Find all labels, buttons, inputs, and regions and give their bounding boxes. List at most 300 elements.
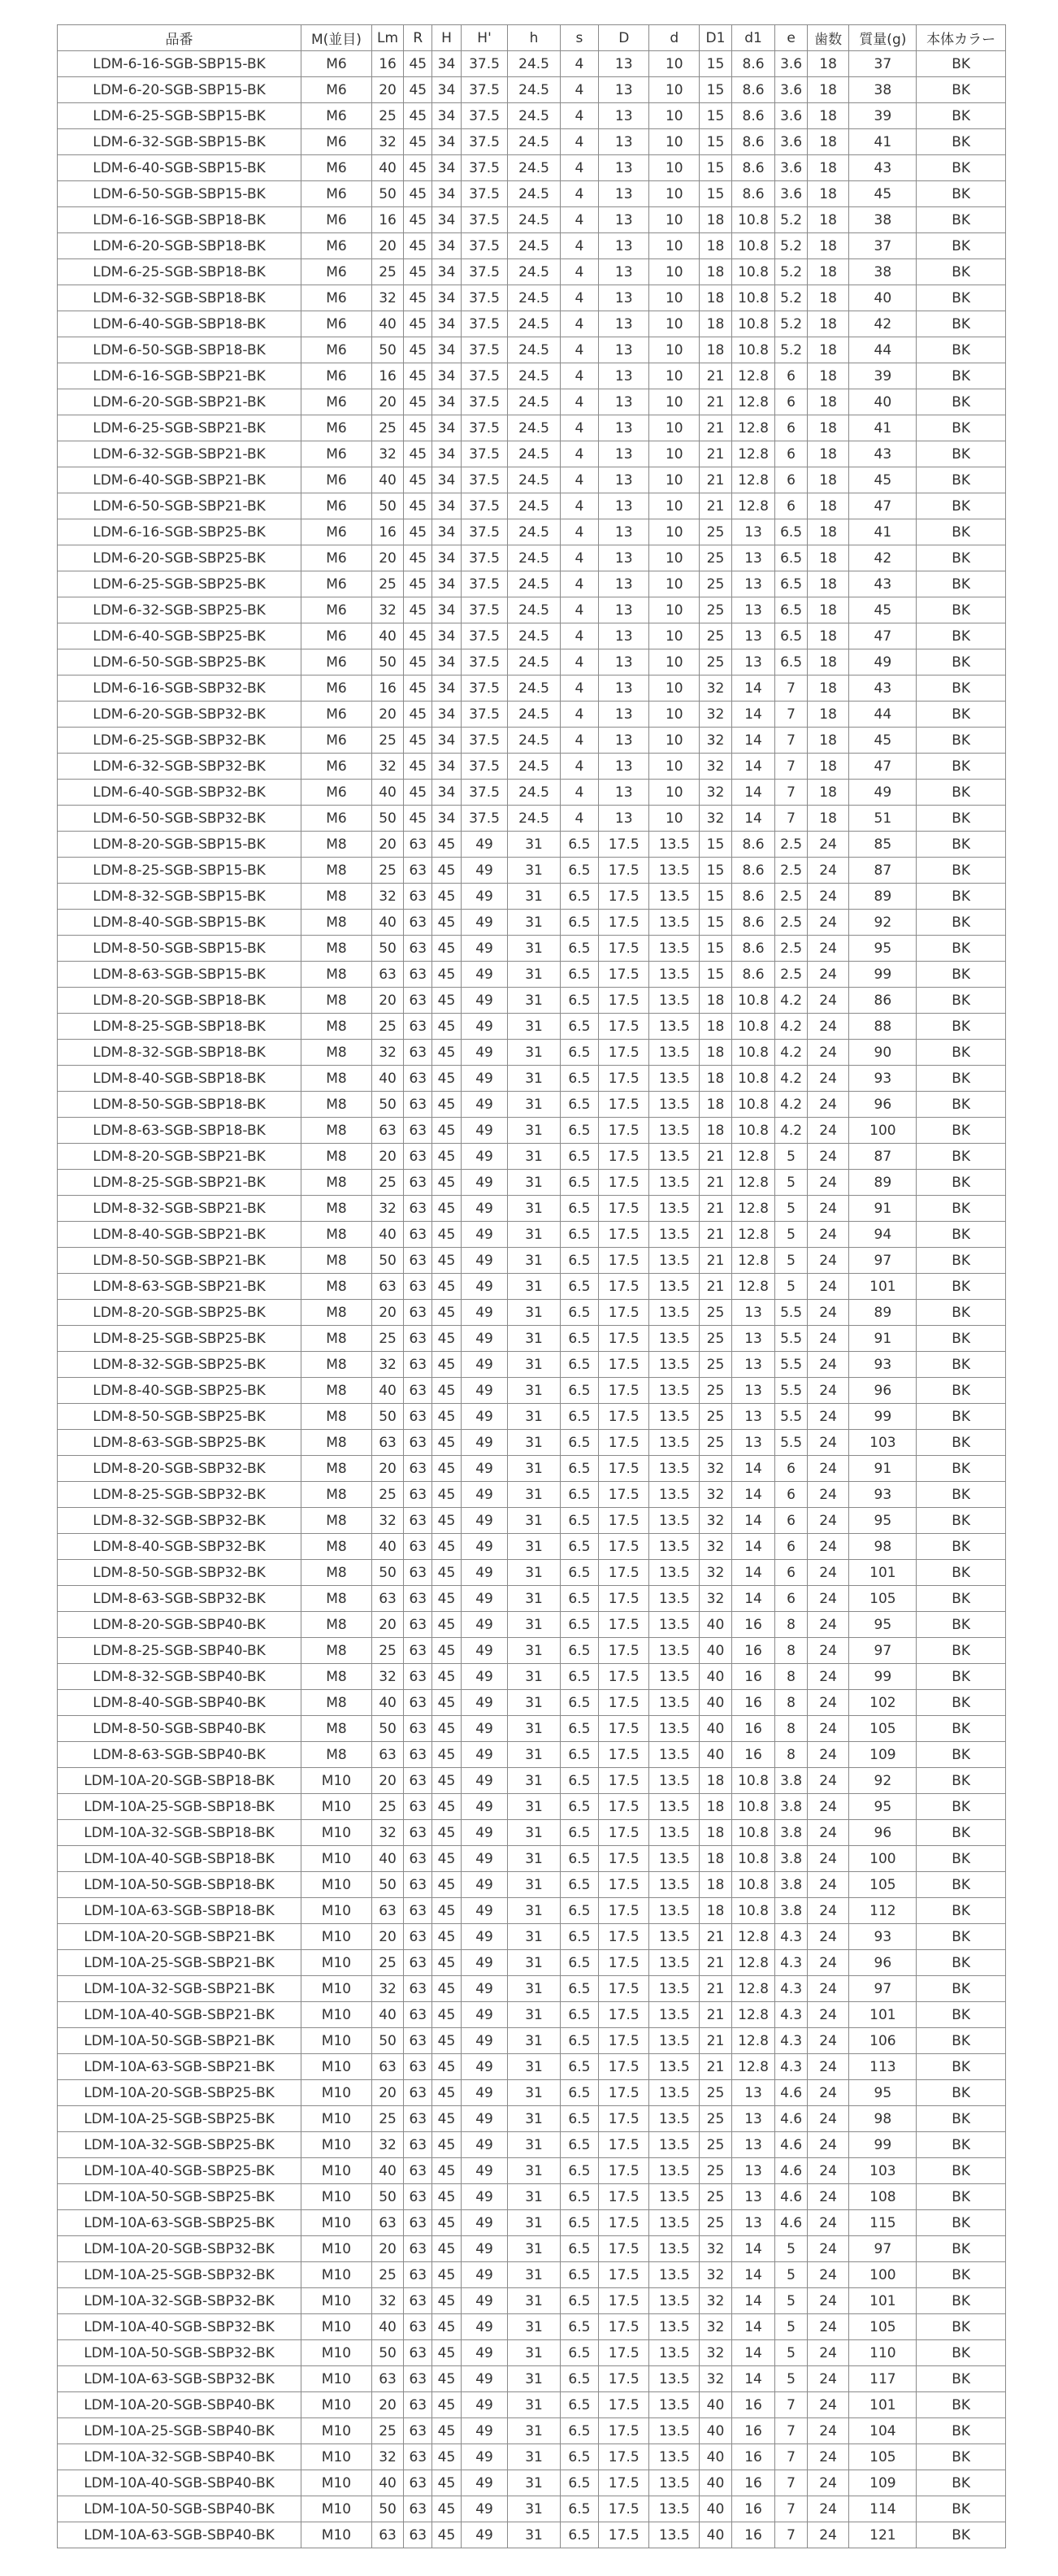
cell-thread: M8 <box>301 1144 372 1170</box>
cell-h-lower: 24.5 <box>508 675 560 702</box>
cell-h-lower: 31 <box>508 1742 560 1768</box>
table-row <box>58 832 1006 858</box>
cell-part-number: LDM-6-16-SGB-SBP25-BK <box>58 519 301 545</box>
cell-d1-lower: 16 <box>731 2470 775 2496</box>
cell-s: 4 <box>560 493 599 519</box>
cell-teeth: 24 <box>807 1690 849 1716</box>
cell-part-number: LDM-10A-63-SGB-SBP21-BK <box>58 2054 301 2080</box>
cell-d1-upper: 15 <box>700 832 731 858</box>
cell-h-lower: 31 <box>508 1976 560 2002</box>
cell-d1-upper: 21 <box>700 2002 731 2028</box>
cell-thread: M6 <box>301 155 372 181</box>
cell-r: 63 <box>404 1820 432 1846</box>
cell-e: 5 <box>775 1222 807 1248</box>
cell-s: 6.5 <box>560 2158 599 2184</box>
cell-mass: 104 <box>849 2418 917 2444</box>
table-row <box>58 545 1006 571</box>
cell-r: 63 <box>404 2366 432 2392</box>
cell-teeth: 18 <box>807 467 849 493</box>
cell-r: 63 <box>404 1248 432 1274</box>
cell-d1-lower: 10.8 <box>731 285 775 311</box>
cell-h-upper: 34 <box>432 285 461 311</box>
cell-s: 6.5 <box>560 1508 599 1534</box>
cell-r: 63 <box>404 910 432 936</box>
cell-mass: 91 <box>849 1326 917 1352</box>
cell-part-number: LDM-8-32-SGB-SBP40-BK <box>58 1664 301 1690</box>
cell-part-number: LDM-10A-40-SGB-SBP32-BK <box>58 2314 301 2340</box>
cell-mass: 39 <box>849 363 917 389</box>
cell-d1-upper: 32 <box>700 2288 731 2314</box>
cell-d1-lower: 8.6 <box>731 77 775 103</box>
cell-h-upper: 34 <box>432 441 461 467</box>
cell-h-prime: 37.5 <box>461 51 508 77</box>
cell-d1-lower: 12.8 <box>731 1248 775 1274</box>
cell-thread: M8 <box>301 1040 372 1066</box>
cell-e: 5.5 <box>775 1404 807 1430</box>
cell-h-lower: 31 <box>508 2262 560 2288</box>
cell-e: 3.6 <box>775 129 807 155</box>
cell-mass: 45 <box>849 728 917 754</box>
cell-mass: 98 <box>849 2106 917 2132</box>
cell-h-upper: 34 <box>432 649 461 675</box>
cell-thread: M10 <box>301 2080 372 2106</box>
cell-d1-upper: 40 <box>700 1638 731 1664</box>
cell-part-number: LDM-8-25-SGB-SBP40-BK <box>58 1638 301 1664</box>
cell-h-upper: 34 <box>432 623 461 649</box>
cell-s: 6.5 <box>560 1170 599 1196</box>
cell-body-color: BK <box>917 2028 1006 2054</box>
cell-e: 2.5 <box>775 884 807 910</box>
cell-h-upper: 45 <box>432 1040 461 1066</box>
cell-teeth: 24 <box>807 2002 849 2028</box>
cell-teeth: 18 <box>807 493 849 519</box>
cell-s: 6.5 <box>560 1352 599 1378</box>
cell-part-number: LDM-8-50-SGB-SBP25-BK <box>58 1404 301 1430</box>
cell-r: 45 <box>404 649 432 675</box>
cell-d1-upper: 18 <box>700 1768 731 1794</box>
cell-h-upper: 45 <box>432 1482 461 1508</box>
cell-d-upper: 17.5 <box>599 2236 649 2262</box>
cell-h-upper: 45 <box>432 2444 461 2470</box>
cell-d-lower: 13.5 <box>649 1508 700 1534</box>
cell-mass: 105 <box>849 1586 917 1612</box>
cell-h-prime: 37.5 <box>461 207 508 233</box>
header-h-lower: h <box>508 25 560 51</box>
cell-h-prime: 49 <box>461 1040 508 1066</box>
cell-d-upper: 17.5 <box>599 1690 649 1716</box>
cell-lm: 20 <box>371 1768 403 1794</box>
cell-lm: 25 <box>371 2418 403 2444</box>
cell-d1-upper: 21 <box>700 1976 731 2002</box>
cell-body-color: BK <box>917 988 1006 1014</box>
cell-d-lower: 13.5 <box>649 910 700 936</box>
cell-teeth: 24 <box>807 2314 849 2340</box>
cell-h-upper: 34 <box>432 363 461 389</box>
cell-part-number: LDM-8-25-SGB-SBP18-BK <box>58 1014 301 1040</box>
cell-mass: 42 <box>849 545 917 571</box>
cell-r: 45 <box>404 207 432 233</box>
cell-part-number: LDM-6-50-SGB-SBP18-BK <box>58 337 301 363</box>
cell-teeth: 24 <box>807 1248 849 1274</box>
cell-h-prime: 49 <box>461 1508 508 1534</box>
cell-h-prime: 37.5 <box>461 780 508 806</box>
cell-r: 45 <box>404 129 432 155</box>
cell-h-upper: 34 <box>432 77 461 103</box>
cell-thread: M10 <box>301 2158 372 2184</box>
cell-d1-upper: 32 <box>700 1560 731 1586</box>
cell-h-prime: 49 <box>461 1170 508 1196</box>
cell-h-lower: 31 <box>508 1664 560 1690</box>
cell-thread: M8 <box>301 1274 372 1300</box>
cell-body-color: BK <box>917 2418 1006 2444</box>
cell-mass: 43 <box>849 441 917 467</box>
cell-teeth: 18 <box>807 311 849 337</box>
cell-part-number: LDM-8-50-SGB-SBP40-BK <box>58 1716 301 1742</box>
cell-lm: 32 <box>371 285 403 311</box>
cell-d-lower: 13.5 <box>649 1690 700 1716</box>
cell-r: 63 <box>404 1898 432 1924</box>
cell-part-number: LDM-6-16-SGB-SBP18-BK <box>58 207 301 233</box>
cell-body-color: BK <box>917 1144 1006 1170</box>
cell-d1-lower: 13 <box>731 649 775 675</box>
cell-thread: M6 <box>301 233 372 259</box>
cell-d1-upper: 32 <box>700 1482 731 1508</box>
cell-s: 4 <box>560 571 599 597</box>
cell-h-lower: 24.5 <box>508 467 560 493</box>
cell-h-lower: 31 <box>508 1222 560 1248</box>
cell-thread: M8 <box>301 1378 372 1404</box>
cell-mass: 92 <box>849 910 917 936</box>
cell-h-upper: 34 <box>432 519 461 545</box>
cell-r: 63 <box>404 832 432 858</box>
cell-h-prime: 49 <box>461 2496 508 2522</box>
cell-h-prime: 49 <box>461 1326 508 1352</box>
cell-teeth: 18 <box>807 103 849 129</box>
cell-body-color: BK <box>917 259 1006 285</box>
cell-body-color: BK <box>917 389 1006 415</box>
cell-thread: M10 <box>301 2444 372 2470</box>
cell-d-upper: 17.5 <box>599 962 649 988</box>
cell-mass: 105 <box>849 2314 917 2340</box>
cell-h-prime: 37.5 <box>461 649 508 675</box>
cell-s: 6.5 <box>560 1456 599 1482</box>
cell-thread: M8 <box>301 1066 372 1092</box>
cell-d-upper: 13 <box>599 780 649 806</box>
cell-h-lower: 31 <box>508 1144 560 1170</box>
cell-part-number: LDM-8-40-SGB-SBP18-BK <box>58 1066 301 1092</box>
cell-e: 7 <box>775 2522 807 2548</box>
cell-thread: M10 <box>301 1976 372 2002</box>
cell-d1-lower: 13 <box>731 2184 775 2210</box>
table-row <box>58 2470 1006 2496</box>
cell-body-color: BK <box>917 233 1006 259</box>
table-row <box>58 754 1006 780</box>
cell-s: 4 <box>560 103 599 129</box>
cell-e: 4.3 <box>775 2054 807 2080</box>
cell-part-number: LDM-6-50-SGB-SBP21-BK <box>58 493 301 519</box>
cell-h-prime: 49 <box>461 2314 508 2340</box>
cell-d1-upper: 18 <box>700 1872 731 1898</box>
cell-d-lower: 13.5 <box>649 1612 700 1638</box>
cell-h-lower: 31 <box>508 1768 560 1794</box>
cell-d-lower: 13.5 <box>649 1066 700 1092</box>
cell-h-lower: 31 <box>508 858 560 884</box>
cell-r: 63 <box>404 1976 432 2002</box>
cell-r: 63 <box>404 1534 432 1560</box>
cell-r: 63 <box>404 1040 432 1066</box>
cell-thread: M8 <box>301 1092 372 1118</box>
cell-r: 63 <box>404 1846 432 1872</box>
cell-lm: 16 <box>371 675 403 702</box>
cell-d1-upper: 40 <box>700 2470 731 2496</box>
cell-d1-upper: 21 <box>700 493 731 519</box>
spec-table <box>57 24 1006 2548</box>
cell-lm: 63 <box>371 1118 403 1144</box>
table-row <box>58 1326 1006 1352</box>
cell-lm: 20 <box>371 545 403 571</box>
cell-part-number: LDM-8-40-SGB-SBP25-BK <box>58 1378 301 1404</box>
cell-d-upper: 17.5 <box>599 1872 649 1898</box>
cell-h-upper: 45 <box>432 1274 461 1300</box>
cell-h-prime: 49 <box>461 1586 508 1612</box>
cell-d1-upper: 32 <box>700 754 731 780</box>
cell-s: 6.5 <box>560 2002 599 2028</box>
cell-d1-lower: 12.8 <box>731 363 775 389</box>
cell-d-upper: 17.5 <box>599 1716 649 1742</box>
cell-d-upper: 17.5 <box>599 1950 649 1976</box>
cell-r: 63 <box>404 2314 432 2340</box>
cell-lm: 32 <box>371 1820 403 1846</box>
cell-h-upper: 34 <box>432 51 461 77</box>
cell-d1-upper: 25 <box>700 597 731 623</box>
cell-d-lower: 10 <box>649 129 700 155</box>
cell-h-prime: 49 <box>461 2522 508 2548</box>
cell-teeth: 24 <box>807 1508 849 1534</box>
cell-e: 5.2 <box>775 311 807 337</box>
cell-mass: 100 <box>849 1846 917 1872</box>
cell-d1-lower: 8.6 <box>731 832 775 858</box>
cell-h-prime: 49 <box>461 2080 508 2106</box>
cell-h-upper: 45 <box>432 1196 461 1222</box>
cell-d-lower: 10 <box>649 702 700 728</box>
cell-h-upper: 45 <box>432 832 461 858</box>
cell-mass: 49 <box>849 649 917 675</box>
cell-body-color: BK <box>917 2288 1006 2314</box>
cell-d-lower: 13.5 <box>649 1430 700 1456</box>
cell-mass: 41 <box>849 415 917 441</box>
cell-part-number: LDM-8-20-SGB-SBP25-BK <box>58 1300 301 1326</box>
cell-d1-upper: 40 <box>700 2496 731 2522</box>
cell-r: 63 <box>404 2080 432 2106</box>
cell-h-prime: 37.5 <box>461 728 508 754</box>
table-row <box>58 1456 1006 1482</box>
cell-d-lower: 10 <box>649 259 700 285</box>
cell-h-lower: 31 <box>508 1196 560 1222</box>
cell-teeth: 18 <box>807 519 849 545</box>
cell-e: 5 <box>775 1144 807 1170</box>
cell-d-upper: 17.5 <box>599 2314 649 2340</box>
cell-body-color: BK <box>917 207 1006 233</box>
cell-teeth: 24 <box>807 1924 849 1950</box>
cell-body-color: BK <box>917 1170 1006 1196</box>
cell-d-lower: 10 <box>649 337 700 363</box>
cell-teeth: 24 <box>807 1222 849 1248</box>
cell-part-number: LDM-6-16-SGB-SBP21-BK <box>58 363 301 389</box>
cell-d1-upper: 21 <box>700 389 731 415</box>
cell-e: 7 <box>775 806 807 832</box>
cell-body-color: BK <box>917 832 1006 858</box>
cell-part-number: LDM-8-50-SGB-SBP15-BK <box>58 936 301 962</box>
cell-thread: M10 <box>301 2054 372 2080</box>
cell-lm: 40 <box>371 910 403 936</box>
cell-body-color: BK <box>917 1508 1006 1534</box>
cell-h-upper: 45 <box>432 2470 461 2496</box>
cell-d1-upper: 25 <box>700 2132 731 2158</box>
cell-d-lower: 13.5 <box>649 1404 700 1430</box>
cell-s: 6.5 <box>560 1742 599 1768</box>
cell-d1-lower: 8.6 <box>731 181 775 207</box>
cell-h-upper: 34 <box>432 311 461 337</box>
cell-d1-lower: 13 <box>731 519 775 545</box>
table-row <box>58 1950 1006 1976</box>
cell-d1-upper: 40 <box>700 1690 731 1716</box>
cell-h-lower: 31 <box>508 2002 560 2028</box>
cell-teeth: 18 <box>807 259 849 285</box>
cell-e: 5.5 <box>775 1430 807 1456</box>
cell-h-lower: 31 <box>508 1690 560 1716</box>
header-h-upper: H <box>432 25 461 51</box>
cell-d1-lower: 13 <box>731 2158 775 2184</box>
cell-part-number: LDM-8-63-SGB-SBP25-BK <box>58 1430 301 1456</box>
cell-d1-lower: 16 <box>731 1664 775 1690</box>
cell-part-number: LDM-6-25-SGB-SBP32-BK <box>58 728 301 754</box>
cell-r: 45 <box>404 702 432 728</box>
cell-d-upper: 13 <box>599 467 649 493</box>
cell-d-lower: 13.5 <box>649 1950 700 1976</box>
cell-lm: 40 <box>371 1846 403 1872</box>
table-row <box>58 415 1006 441</box>
cell-d-lower: 10 <box>649 806 700 832</box>
cell-d1-lower: 12.8 <box>731 1222 775 1248</box>
cell-part-number: LDM-6-20-SGB-SBP32-BK <box>58 702 301 728</box>
cell-s: 6.5 <box>560 2496 599 2522</box>
cell-d-upper: 17.5 <box>599 2340 649 2366</box>
cell-part-number: LDM-10A-50-SGB-SBP18-BK <box>58 1872 301 1898</box>
cell-thread: M6 <box>301 675 372 702</box>
table-row <box>58 2106 1006 2132</box>
cell-s: 6.5 <box>560 1846 599 1872</box>
cell-d1-upper: 25 <box>700 2106 731 2132</box>
table-row <box>58 1352 1006 1378</box>
cell-r: 45 <box>404 571 432 597</box>
cell-teeth: 24 <box>807 1976 849 2002</box>
cell-thread: M10 <box>301 2522 372 2548</box>
cell-thread: M8 <box>301 988 372 1014</box>
cell-s: 6.5 <box>560 1300 599 1326</box>
cell-d-upper: 17.5 <box>599 1352 649 1378</box>
cell-body-color: BK <box>917 597 1006 623</box>
cell-d-upper: 13 <box>599 337 649 363</box>
cell-mass: 38 <box>849 207 917 233</box>
cell-body-color: BK <box>917 675 1006 702</box>
cell-d1-lower: 8.6 <box>731 884 775 910</box>
cell-d1-upper: 25 <box>700 1326 731 1352</box>
cell-h-lower: 24.5 <box>508 285 560 311</box>
cell-d1-upper: 18 <box>700 1092 731 1118</box>
cell-h-prime: 49 <box>461 2054 508 2080</box>
cell-body-color: BK <box>917 2314 1006 2340</box>
cell-h-prime: 49 <box>461 2470 508 2496</box>
cell-d-lower: 13.5 <box>649 1326 700 1352</box>
cell-s: 4 <box>560 754 599 780</box>
cell-body-color: BK <box>917 754 1006 780</box>
cell-lm: 32 <box>371 2132 403 2158</box>
cell-thread: M10 <box>301 2028 372 2054</box>
cell-h-upper: 34 <box>432 597 461 623</box>
cell-r: 63 <box>404 1274 432 1300</box>
cell-d1-lower: 14 <box>731 1560 775 1586</box>
cell-thread: M6 <box>301 389 372 415</box>
cell-d-lower: 13.5 <box>649 1716 700 1742</box>
cell-r: 45 <box>404 311 432 337</box>
cell-mass: 96 <box>849 1378 917 1404</box>
cell-teeth: 24 <box>807 2392 849 2418</box>
cell-body-color: BK <box>917 1872 1006 1898</box>
cell-e: 3.8 <box>775 1898 807 1924</box>
cell-teeth: 24 <box>807 1638 849 1664</box>
cell-body-color: BK <box>917 1118 1006 1144</box>
cell-thread: M10 <box>301 2002 372 2028</box>
cell-r: 63 <box>404 2340 432 2366</box>
cell-r: 63 <box>404 936 432 962</box>
cell-d-lower: 10 <box>649 545 700 571</box>
cell-d1-lower: 13 <box>731 1300 775 1326</box>
cell-r: 63 <box>404 1664 432 1690</box>
cell-d-upper: 13 <box>599 702 649 728</box>
cell-d-lower: 13.5 <box>649 962 700 988</box>
cell-r: 45 <box>404 675 432 702</box>
cell-d1-upper: 21 <box>700 1196 731 1222</box>
cell-d1-upper: 32 <box>700 1508 731 1534</box>
cell-mass: 37 <box>849 233 917 259</box>
cell-h-upper: 34 <box>432 571 461 597</box>
cell-r: 45 <box>404 363 432 389</box>
cell-h-upper: 45 <box>432 2314 461 2340</box>
cell-teeth: 18 <box>807 363 849 389</box>
table-row <box>58 2158 1006 2184</box>
cell-r: 63 <box>404 1950 432 1976</box>
cell-e: 5.5 <box>775 1300 807 1326</box>
cell-body-color: BK <box>917 1404 1006 1430</box>
cell-body-color: BK <box>917 1638 1006 1664</box>
cell-e: 4.2 <box>775 988 807 1014</box>
cell-h-upper: 45 <box>432 988 461 1014</box>
cell-d-lower: 13.5 <box>649 1170 700 1196</box>
cell-d1-lower: 16 <box>731 2392 775 2418</box>
cell-h-upper: 34 <box>432 155 461 181</box>
cell-d1-upper: 32 <box>700 2236 731 2262</box>
cell-h-prime: 49 <box>461 2028 508 2054</box>
cell-e: 6 <box>775 415 807 441</box>
cell-d1-lower: 16 <box>731 2522 775 2548</box>
cell-e: 5.2 <box>775 259 807 285</box>
table-row <box>58 181 1006 207</box>
cell-d-lower: 13.5 <box>649 1898 700 1924</box>
cell-r: 63 <box>404 1716 432 1742</box>
cell-s: 6.5 <box>560 1690 599 1716</box>
table-row <box>58 858 1006 884</box>
cell-s: 6.5 <box>560 1378 599 1404</box>
